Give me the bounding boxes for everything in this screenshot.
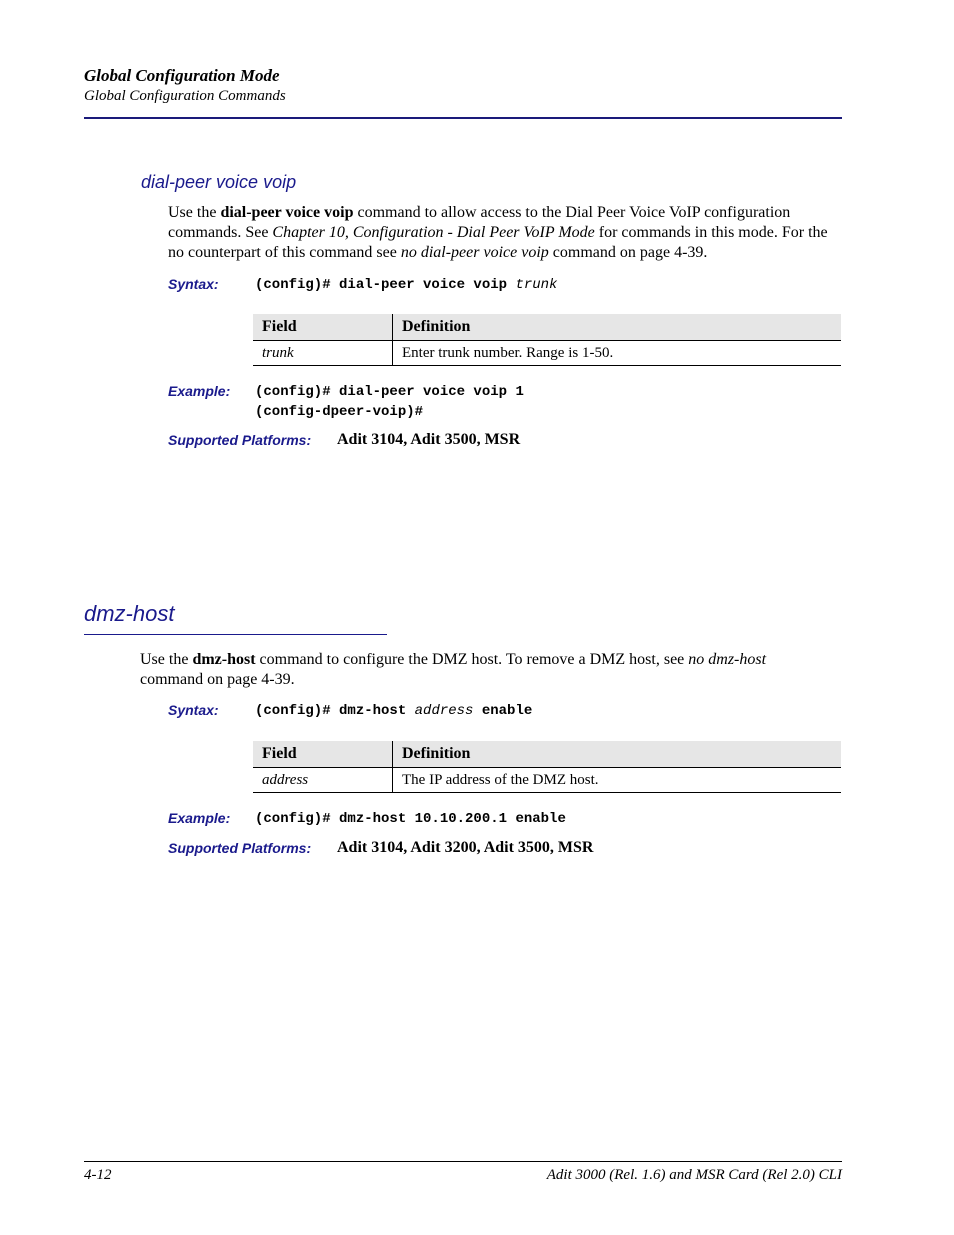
text-run: Use the xyxy=(140,651,193,668)
syntax-label: Syntax: xyxy=(168,276,219,292)
syntax-text: (config)# dial-peer voice voip xyxy=(255,277,516,293)
footer-rule xyxy=(84,1161,842,1162)
platforms-value: Adit 3104, Adit 3500, MSR xyxy=(337,431,521,448)
command-name: dial-peer voice voip xyxy=(220,204,354,221)
dmz-host-description xyxy=(140,650,830,690)
document-title: Adit 3000 (Rel. 1.6) and MSR Card (Rel 2.0) CLI xyxy=(546,1167,842,1183)
syntax-command xyxy=(255,277,557,293)
table-cell-definition: The IP address of the DMZ host. xyxy=(393,768,842,793)
table-header-definition: Definition xyxy=(393,314,842,341)
command-reference: no dial-peer voice voip xyxy=(400,244,549,261)
text-run: command to allow access to the Dial Peer Voice VoIP configuration commands. See xyxy=(168,204,791,241)
running-header-subtitle: Global Configuration Commands xyxy=(84,88,286,104)
example-line: (config)# dmz-host 10.10.200.1 enable xyxy=(255,811,566,827)
field-definition-table xyxy=(253,314,841,366)
syntax-label: Syntax: xyxy=(168,702,219,718)
table-cell-field: trunk xyxy=(253,341,393,366)
page-number: 4-12 xyxy=(84,1167,112,1183)
command-name: dmz-host xyxy=(192,651,256,668)
platforms-value: Adit 3104, Adit 3200, Adit 3500, MSR xyxy=(337,839,594,856)
text-run: command on page 4-39. xyxy=(548,244,708,261)
table-cell-field: address xyxy=(253,768,393,793)
platforms-label: Supported Platforms: xyxy=(168,840,312,856)
command-reference: no dmz-host xyxy=(688,651,767,668)
text-run: Use the xyxy=(168,204,221,221)
syntax-command xyxy=(255,703,532,719)
dial-peer-description xyxy=(168,203,844,263)
table-header-definition: Definition xyxy=(393,741,842,768)
syntax-argument: trunk xyxy=(515,277,558,293)
table-cell-definition: Enter trunk number. Range is 1-50. xyxy=(393,341,842,366)
syntax-argument: address xyxy=(414,703,474,719)
example-line: (config-dpeer-voip)# xyxy=(255,404,424,420)
chapter-reference: Chapter 10, Configuration - Dial Peer VoIP Mode xyxy=(272,224,595,241)
running-header-title: Global Configuration Mode xyxy=(84,66,280,85)
table-header-field: Field xyxy=(253,741,393,768)
platforms-label: Supported Platforms: xyxy=(168,432,312,448)
section-heading-dial-peer: dial-peer voice voip xyxy=(141,172,297,192)
text-run: for commands in this mode. For the no counterpart of this command see xyxy=(168,224,828,261)
syntax-text: (config)# dmz-host xyxy=(255,703,415,719)
text-run: command to configure the DMZ host. To remove a DMZ host, see xyxy=(255,651,689,668)
heading-rule xyxy=(84,634,387,635)
text-run: command on page 4-39. xyxy=(140,671,295,688)
example-label: Example: xyxy=(168,810,231,826)
field-definition-table xyxy=(253,741,841,793)
table-header-field: Field xyxy=(253,314,393,341)
example-line: (config)# dial-peer voice voip 1 xyxy=(255,384,524,400)
example-label: Example: xyxy=(168,383,231,399)
section-heading-dmz-host: dmz-host xyxy=(84,601,175,626)
table-row xyxy=(253,341,841,366)
header-rule xyxy=(84,117,842,119)
table-row xyxy=(253,768,841,793)
syntax-text: enable xyxy=(473,703,533,719)
